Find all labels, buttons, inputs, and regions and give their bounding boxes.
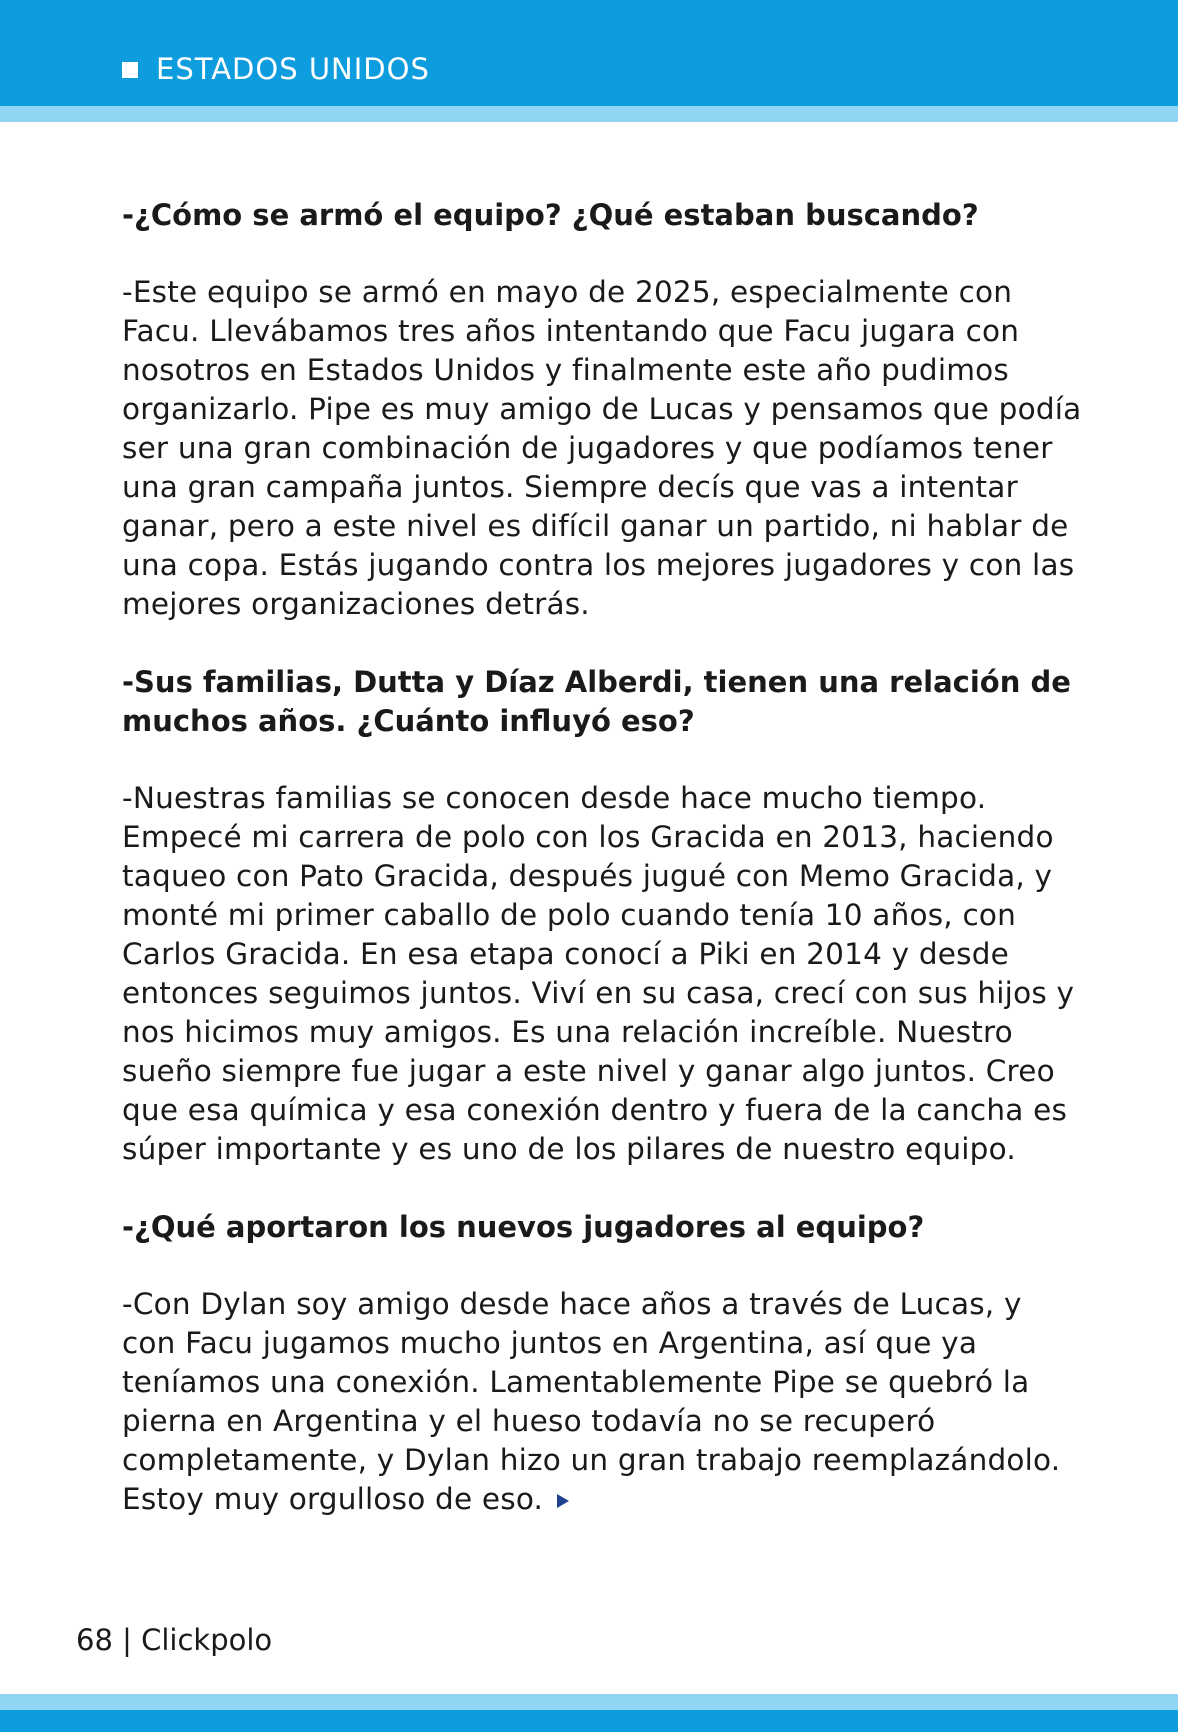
- page-number: 68: [76, 1623, 113, 1657]
- publication-name: Clickpolo: [141, 1623, 273, 1657]
- header-stripe: [0, 106, 1178, 122]
- interview-answer-last: [122, 1285, 1082, 1519]
- article-body: [122, 196, 1082, 1558]
- page-footer: [76, 1622, 272, 1658]
- footer-stripe: [0, 1694, 1178, 1710]
- interview-answer-text: -Con Dylan soy amigo desde hace años a través de Lucas, y con Facu jugamos mucho juntos en Argentina, así que ya teníamos una conexión. Lamentablemente Pipe se quebró la pierna en Argentina y el hueso todavía no se recuperó completamente, y Dylan hizo un gran trabajo reemplazándolo. Estoy muy orgulloso de eso.: [122, 1287, 1061, 1516]
- interview-answer: -Este equipo se armó en mayo de 2025, especialmente con Facu. Llevábamos tres años intentando que Facu jugara con nosotros en Estados Unidos y finalmente este año pudimos organizarlo. Pipe es muy amigo de Lucas y pensamos que podía ser una gran combinación de jugadores y que podíamos tener una gran campaña juntos. Siempre decís que vas a intentar ganar, pero a este nivel es difícil ganar un partido, ni hablar de una copa. Estás jugando contra los mejores jugadores y con las mejores organizaciones detrás.: [122, 275, 1082, 621]
- square-icon: [122, 62, 138, 78]
- triangle-right-icon: [557, 1494, 569, 1508]
- footer-separator: |: [122, 1623, 132, 1657]
- interview-question: -Sus familias, Dutta y Díaz Alberdi, tienen una relación de muchos años. ¿Cuánto influyó eso?: [122, 665, 1071, 738]
- interview-question: -¿Qué aportaron los nuevos jugadores al equipo?: [122, 1210, 925, 1244]
- interview-answer: -Nuestras familias se conocen desde hace mucho tiempo. Empecé mi carrera de polo con los Gracida en 2013, haciendo taqueo con Pato Gracida, después jugué con Memo Gracida, y monté mi primer caballo de polo cuando tenía 10 años, con Carlos Gracida. En esa etapa conocí a Piki en 2014 y desde entonces seguimos juntos. Viví en su casa, crecí con sus hijos y nos hicimos muy amigos. Es una relación increíble. Nuestro sueño siempre fue jugar a este nivel y ganar algo juntos. Creo que esa química y esa conexión dentro y fuera de la cancha es súper importante y es uno de los pilares de nuestro equipo.: [122, 781, 1075, 1166]
- interview-question: -¿Cómo se armó el equipo? ¿Qué estaban buscando?: [122, 198, 979, 232]
- footer-bar: [0, 1710, 1178, 1732]
- section-title: ESTADOS UNIDOS: [156, 52, 430, 86]
